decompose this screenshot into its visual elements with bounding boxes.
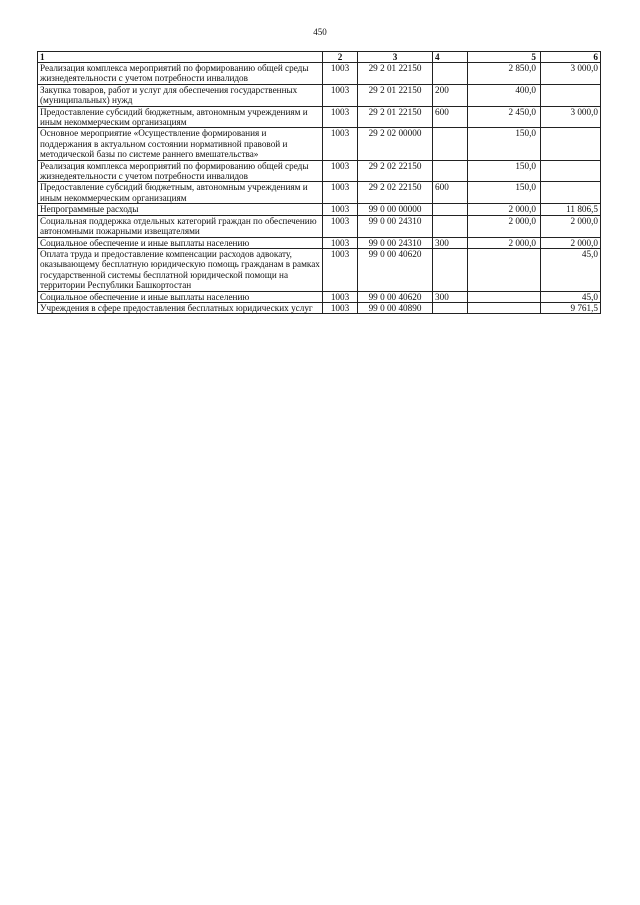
target-article-code: 29 2 02 22150 <box>358 182 433 204</box>
amount-col-5: 2 000,0 <box>468 215 541 237</box>
expense-type-code <box>433 160 468 182</box>
expense-name: Реализация комплекса мероприятий по формированию общей среды жизнедеятельности с учетом потребности инвалидов <box>38 160 323 182</box>
table-row <box>38 63 601 85</box>
expense-type-code <box>433 248 468 291</box>
section-code: 1003 <box>323 128 358 160</box>
amount-col-6: 3 000,0 <box>541 106 601 128</box>
amount-col-5: 2 850,0 <box>468 63 541 85</box>
expense-name: Предоставление субсидий бюджетным, автономным учреждениям и иным некоммерческим организациям <box>38 106 323 128</box>
expense-type-code <box>433 128 468 160</box>
section-code: 1003 <box>323 237 358 248</box>
expense-name: Социальная поддержка отдельных категорий граждан по обеспечению автономными пожарными извещателями <box>38 215 323 237</box>
expense-name: Непрограммные расходы <box>38 204 323 215</box>
table-row <box>38 128 601 160</box>
amount-col-6 <box>541 160 601 182</box>
expense-name: Социальное обеспечение и иные выплаты населению <box>38 291 323 302</box>
amount-col-5 <box>468 248 541 291</box>
table-row <box>38 84 601 106</box>
expense-name: Реализация комплекса мероприятий по формированию общей среды жизнедеятельности с учетом потребности инвалидов <box>38 63 323 85</box>
target-article-code: 29 2 02 00000 <box>358 128 433 160</box>
table-row <box>38 106 601 128</box>
amount-col-6: 2 000,0 <box>541 215 601 237</box>
column-header: 5 <box>468 52 541 63</box>
target-article-code: 99 0 00 40890 <box>358 302 433 313</box>
column-header: 3 <box>358 52 433 63</box>
section-code: 1003 <box>323 215 358 237</box>
table-row <box>38 237 601 248</box>
amount-col-5: 2 450,0 <box>468 106 541 128</box>
target-article-code: 29 2 02 22150 <box>358 160 433 182</box>
section-code: 1003 <box>323 248 358 291</box>
table-header-row <box>38 52 601 63</box>
table-row <box>38 182 601 204</box>
amount-col-5: 150,0 <box>468 128 541 160</box>
expense-type-code <box>433 63 468 85</box>
target-article-code: 99 0 00 24310 <box>358 215 433 237</box>
expense-name: Оплата труда и предоставление компенсации расходов адвокату, оказывающему бесплатную юридическую помощь гражданам в рамках государственной системы бесплатной юридической помощи на территории Республики Башкортостан <box>38 248 323 291</box>
amount-col-6: 45,0 <box>541 248 601 291</box>
section-code: 1003 <box>323 106 358 128</box>
target-article-code: 99 0 00 24310 <box>358 237 433 248</box>
amount-col-6 <box>541 182 601 204</box>
table-row <box>38 204 601 215</box>
table-row <box>38 248 601 291</box>
amount-col-5: 400,0 <box>468 84 541 106</box>
section-code: 1003 <box>323 84 358 106</box>
target-article-code: 29 2 01 22150 <box>358 106 433 128</box>
budget-table <box>37 51 601 314</box>
expense-type-code: 300 <box>433 237 468 248</box>
amount-col-5: 2 000,0 <box>468 204 541 215</box>
amount-col-6: 11 806,5 <box>541 204 601 215</box>
table-row <box>38 302 601 313</box>
target-article-code: 99 0 00 40620 <box>358 248 433 291</box>
expense-name: Основное мероприятие «Осуществление формирования и поддержания в актуальном состоянии нормативной правовой и методической базы по системе раннего вмешательства» <box>38 128 323 160</box>
column-header: 6 <box>541 52 601 63</box>
column-header: 2 <box>323 52 358 63</box>
amount-col-6 <box>541 84 601 106</box>
amount-col-5: 2 000,0 <box>468 237 541 248</box>
section-code: 1003 <box>323 291 358 302</box>
table-row <box>38 215 601 237</box>
expense-type-code: 300 <box>433 291 468 302</box>
column-header: 4 <box>433 52 468 63</box>
expense-name: Социальное обеспечение и иные выплаты населению <box>38 237 323 248</box>
section-code: 1003 <box>323 63 358 85</box>
expense-name: Закупка товаров, работ и услуг для обеспечения государственных (муниципальных) нужд <box>38 84 323 106</box>
target-article-code: 29 2 01 22150 <box>358 63 433 85</box>
expense-type-code <box>433 302 468 313</box>
amount-col-6: 45,0 <box>541 291 601 302</box>
table-row <box>38 160 601 182</box>
page-number: 450 <box>313 27 327 37</box>
amount-col-5: 150,0 <box>468 160 541 182</box>
amount-col-5 <box>468 302 541 313</box>
target-article-code: 29 2 01 22150 <box>358 84 433 106</box>
target-article-code: 99 0 00 00000 <box>358 204 433 215</box>
section-code: 1003 <box>323 204 358 215</box>
section-code: 1003 <box>323 302 358 313</box>
amount-col-5 <box>468 291 541 302</box>
amount-col-6: 9 761,5 <box>541 302 601 313</box>
expense-type-code <box>433 204 468 215</box>
amount-col-6 <box>541 128 601 160</box>
amount-col-5: 150,0 <box>468 182 541 204</box>
expense-type-code: 600 <box>433 182 468 204</box>
section-code: 1003 <box>323 182 358 204</box>
amount-col-6: 3 000,0 <box>541 63 601 85</box>
section-code: 1003 <box>323 160 358 182</box>
column-header: 1 <box>38 52 323 63</box>
expense-name: Предоставление субсидий бюджетным, автономным учреждениям и иным некоммерческим организациям <box>38 182 323 204</box>
target-article-code: 99 0 00 40620 <box>358 291 433 302</box>
expense-name: Учреждения в сфере предоставления бесплатных юридических услуг <box>38 302 323 313</box>
table-row <box>38 291 601 302</box>
expense-type-code: 200 <box>433 84 468 106</box>
amount-col-6: 2 000,0 <box>541 237 601 248</box>
expense-type-code <box>433 215 468 237</box>
expense-type-code: 600 <box>433 106 468 128</box>
